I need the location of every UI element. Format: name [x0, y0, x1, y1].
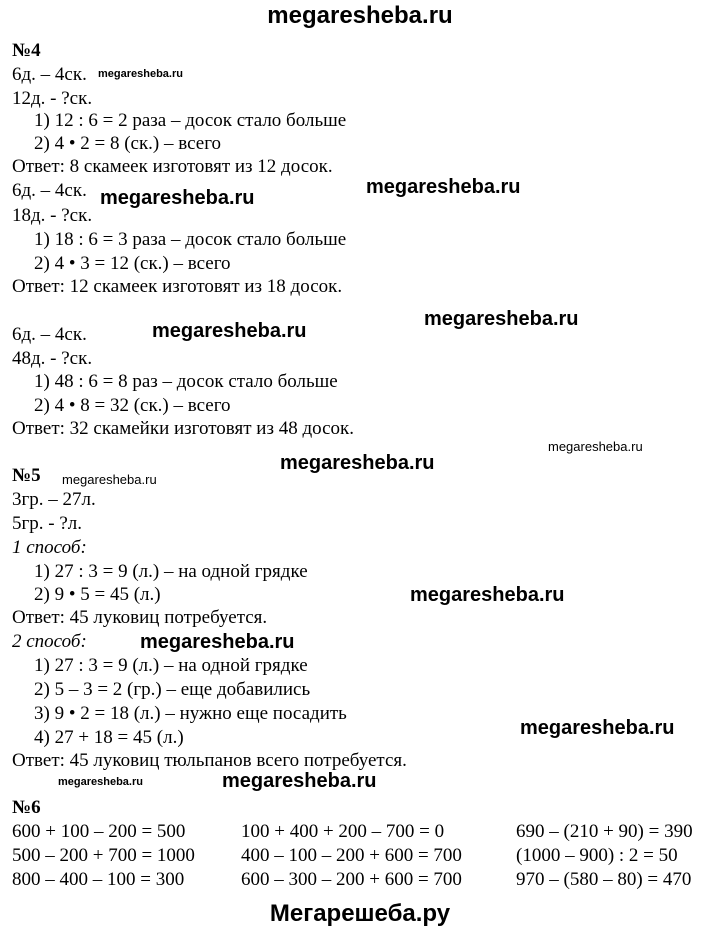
task4a-answer: Ответ: 8 скамеек изготовят из 12 досок. — [12, 156, 333, 177]
task6-c2-r3: 600 – 300 – 200 + 600 = 700 — [241, 869, 462, 890]
task4a-given2: 12д. - ?ск. — [12, 88, 93, 109]
site-header: megaresheba.ru — [267, 2, 453, 29]
task4b-step1: 1) 18 : 6 = 3 раза – досок стало больше — [34, 229, 347, 250]
task5-m2-answer: Ответ: 45 луковиц тюльпанов всего потребуется. — [12, 750, 407, 771]
task6-c2-r1: 100 + 400 + 200 – 700 = 0 — [241, 821, 445, 842]
watermark: megaresheba.ru — [152, 320, 307, 342]
task6-title: №6 — [12, 797, 41, 818]
task4c-given1: 6д. – 4ск. — [12, 324, 87, 345]
watermark: megaresheba.ru — [520, 717, 675, 739]
task5-given1: 3гр. – 27л. — [12, 489, 96, 510]
task4c-answer: Ответ: 32 скамейки изготовят из 48 досок. — [12, 418, 355, 439]
task6-c1-r3: 800 – 400 – 100 = 300 — [12, 869, 185, 890]
watermark: megaresheba.ru — [548, 439, 643, 454]
task6-c1-r2: 500 – 200 + 700 = 1000 — [12, 845, 195, 866]
task5-m2-step2: 2) 5 – 3 = 2 (гр.) – еще добавились — [34, 679, 311, 700]
task5-m1-step1: 1) 27 : 3 = 9 (л.) – на одной грядке — [34, 561, 308, 582]
watermark: megaresheba.ru — [58, 776, 143, 788]
watermark: megaresheba.ru — [222, 770, 377, 792]
task5-m2-step3: 3) 9 • 2 = 18 (л.) – нужно еще посадить — [34, 703, 347, 724]
watermark: megaresheba.ru — [140, 631, 295, 653]
task4b-answer: Ответ: 12 скамеек изготовят из 18 досок. — [12, 276, 343, 297]
task4a-step2: 2) 4 • 2 = 8 (ск.) – всего — [34, 133, 222, 154]
watermark: megaresheba.ru — [100, 187, 255, 209]
task4b-given2: 18д. - ?ск. — [12, 205, 93, 226]
task5-m2-step1: 1) 27 : 3 = 9 (л.) – на одной грядке — [34, 655, 308, 676]
task6-c3-r1: 690 – (210 + 90) = 390 — [516, 821, 693, 842]
task5-m1-step2: 2) 9 • 5 = 45 (л.) — [34, 584, 161, 605]
watermark: megaresheba.ru — [366, 176, 521, 198]
watermark: megaresheba.ru — [280, 452, 435, 474]
watermark: megaresheba.ru — [424, 308, 579, 330]
task5-method2-label: 2 способ: — [12, 631, 87, 652]
task5-title: №5 — [12, 465, 41, 486]
task6-c1-r1: 600 + 100 – 200 = 500 — [12, 821, 186, 842]
task4b-step2: 2) 4 • 3 = 12 (ск.) – всего — [34, 253, 231, 274]
watermark: megaresheba.ru — [62, 472, 157, 487]
watermark: megaresheba.ru — [410, 584, 565, 606]
task6-c2-r2: 400 – 100 – 200 + 600 = 700 — [241, 845, 462, 866]
task5-m1-answer: Ответ: 45 луковиц потребуется. — [12, 607, 268, 628]
task5-m2-step4: 4) 27 + 18 = 45 (л.) — [34, 727, 184, 748]
site-footer: Мегарешеба.ру — [269, 900, 451, 927]
watermark: megaresheba.ru — [98, 68, 183, 80]
task4c-step2: 2) 4 • 8 = 32 (ск.) – всего — [34, 395, 231, 416]
task6-c3-r3: 970 – (580 – 80) = 470 — [516, 869, 692, 890]
task4-title: №4 — [12, 40, 41, 61]
task5-method1-label: 1 способ: — [12, 537, 87, 558]
task6-c3-r2: (1000 – 900) : 2 = 50 — [516, 845, 678, 866]
task4a-given1: 6д. – 4ск. — [12, 64, 87, 85]
task4c-step1: 1) 48 : 6 = 8 раз – досок стало больше — [34, 371, 338, 392]
task4c-given2: 48д. - ?ск. — [12, 348, 93, 369]
task4a-step1: 1) 12 : 6 = 2 раза – досок стало больше — [34, 110, 347, 131]
task4b-given1: 6д. – 4ск. — [12, 180, 87, 201]
task5-given2: 5гр. - ?л. — [12, 513, 83, 534]
